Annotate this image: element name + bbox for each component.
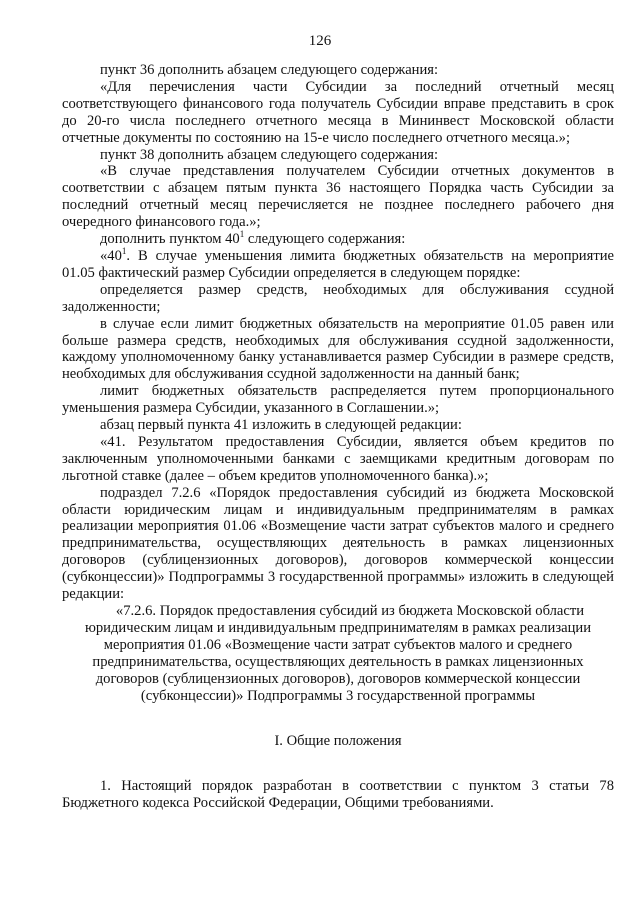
paragraph: «В случае представления получателем Субсидии отчетных документов в соответствии с абзацем пятым пункта 36 настоящего Порядка часть Субсидии за последний отчетный месяц перечисляется не позднее последнего рабочего дня очередного финансового года.»; xyxy=(62,163,614,231)
paragraph: «41. Результатом предоставления Субсидии, является объем кредитов по заключенным уполномоченными банками с заемщиками кредитным договорам по льготной ставке (далее – объем кредитов уполномоченного банка).»; xyxy=(62,433,614,484)
page-number: 126 xyxy=(308,33,332,49)
paragraph xyxy=(62,248,614,282)
paragraph-text: . В случае уменьшения лимита бюджетных обязательств на мероприятие 01.05 фактический размер Субсидии определяется в следующем порядке: xyxy=(62,247,614,281)
superscript: 1 xyxy=(121,246,127,257)
paragraph-text: следующего содержания: xyxy=(244,231,406,248)
paragraph: в случае если лимит бюджетных обязательств на мероприятие 01.05 равен или больше размера средств, необходимых для обслуживания ссудной задолженности, каждому уполномоченному банку устанавливается размер Субсидии в размере средств, необходимых для обслуживания ссудной задолженности на данный банк; xyxy=(62,315,614,383)
paragraph: определяется размер средств, необходимых для обслуживания ссудной задолженности; xyxy=(62,281,614,315)
paragraph: пункт 38 дополнить абзацем следующего содержания: xyxy=(100,146,439,163)
paragraph: «Для перечисления части Субсидии за последний отчетный месяц соответствующего финансового года получатель Субсидии вправе представить в срок до 20-го числа последнего отчетного месяца в Мининвест Московской области отчетные документы по состоянию на 15-е число последнего отчетного месяца.»; xyxy=(62,78,614,146)
paragraph-text: «40 xyxy=(100,247,122,264)
paragraph: пункт 36 дополнить абзацем следующего содержания: xyxy=(100,62,439,78)
section-heading: I. Общие положения xyxy=(274,733,402,750)
paragraph: абзац первый пункта 41 изложить в следующей редакции: xyxy=(100,417,462,434)
paragraph: подраздел 7.2.6 «Порядок предоставления субсидий из бюджета Московской области юридическим лицам и индивидуальным предпринимателям в рамках реализации мероприятия 01.06 «Возмещение части затрат субъектов малого и среднего предпринимательства, осуществляющих деятельность в рамках лицензионных договоров (сублицензионных договоров), договоров коммерческой концессии (субконцессии)» Подпрограммы 3 государственной программы» изложить в следующей редакции: xyxy=(62,484,614,603)
document-body xyxy=(62,62,614,812)
superscript: 1 xyxy=(239,229,245,240)
paragraph xyxy=(62,231,614,248)
paragraph: 1. Настоящий порядок разработан в соответствии с пунктом 3 статьи 78 Бюджетного кодекса Российской Федерации, Общими требованиями. xyxy=(62,778,614,812)
paragraph-text: дополнить пунктом 40 xyxy=(100,231,240,248)
quoted-subsection-title: «7.2.6. Порядок предоставления субсидий из бюджета Московской области юридическим лицам и индивидуальным предпринимателям в рамках реализации мероприятия 01.06 «Возмещение части затрат субъектов малого и среднего предпринимательства, осуществляющих деятельность в рамках лицензионных договоров (сублицензионных договоров), договоров коммерческой концессии (субконцессии)» Подпрограммы 3 государственной программы xyxy=(84,603,592,704)
paragraph: лимит бюджетных обязательств распределяется путем пропорционального уменьшения размера Субсидии, указанного в Соглашении.»; xyxy=(62,383,614,417)
